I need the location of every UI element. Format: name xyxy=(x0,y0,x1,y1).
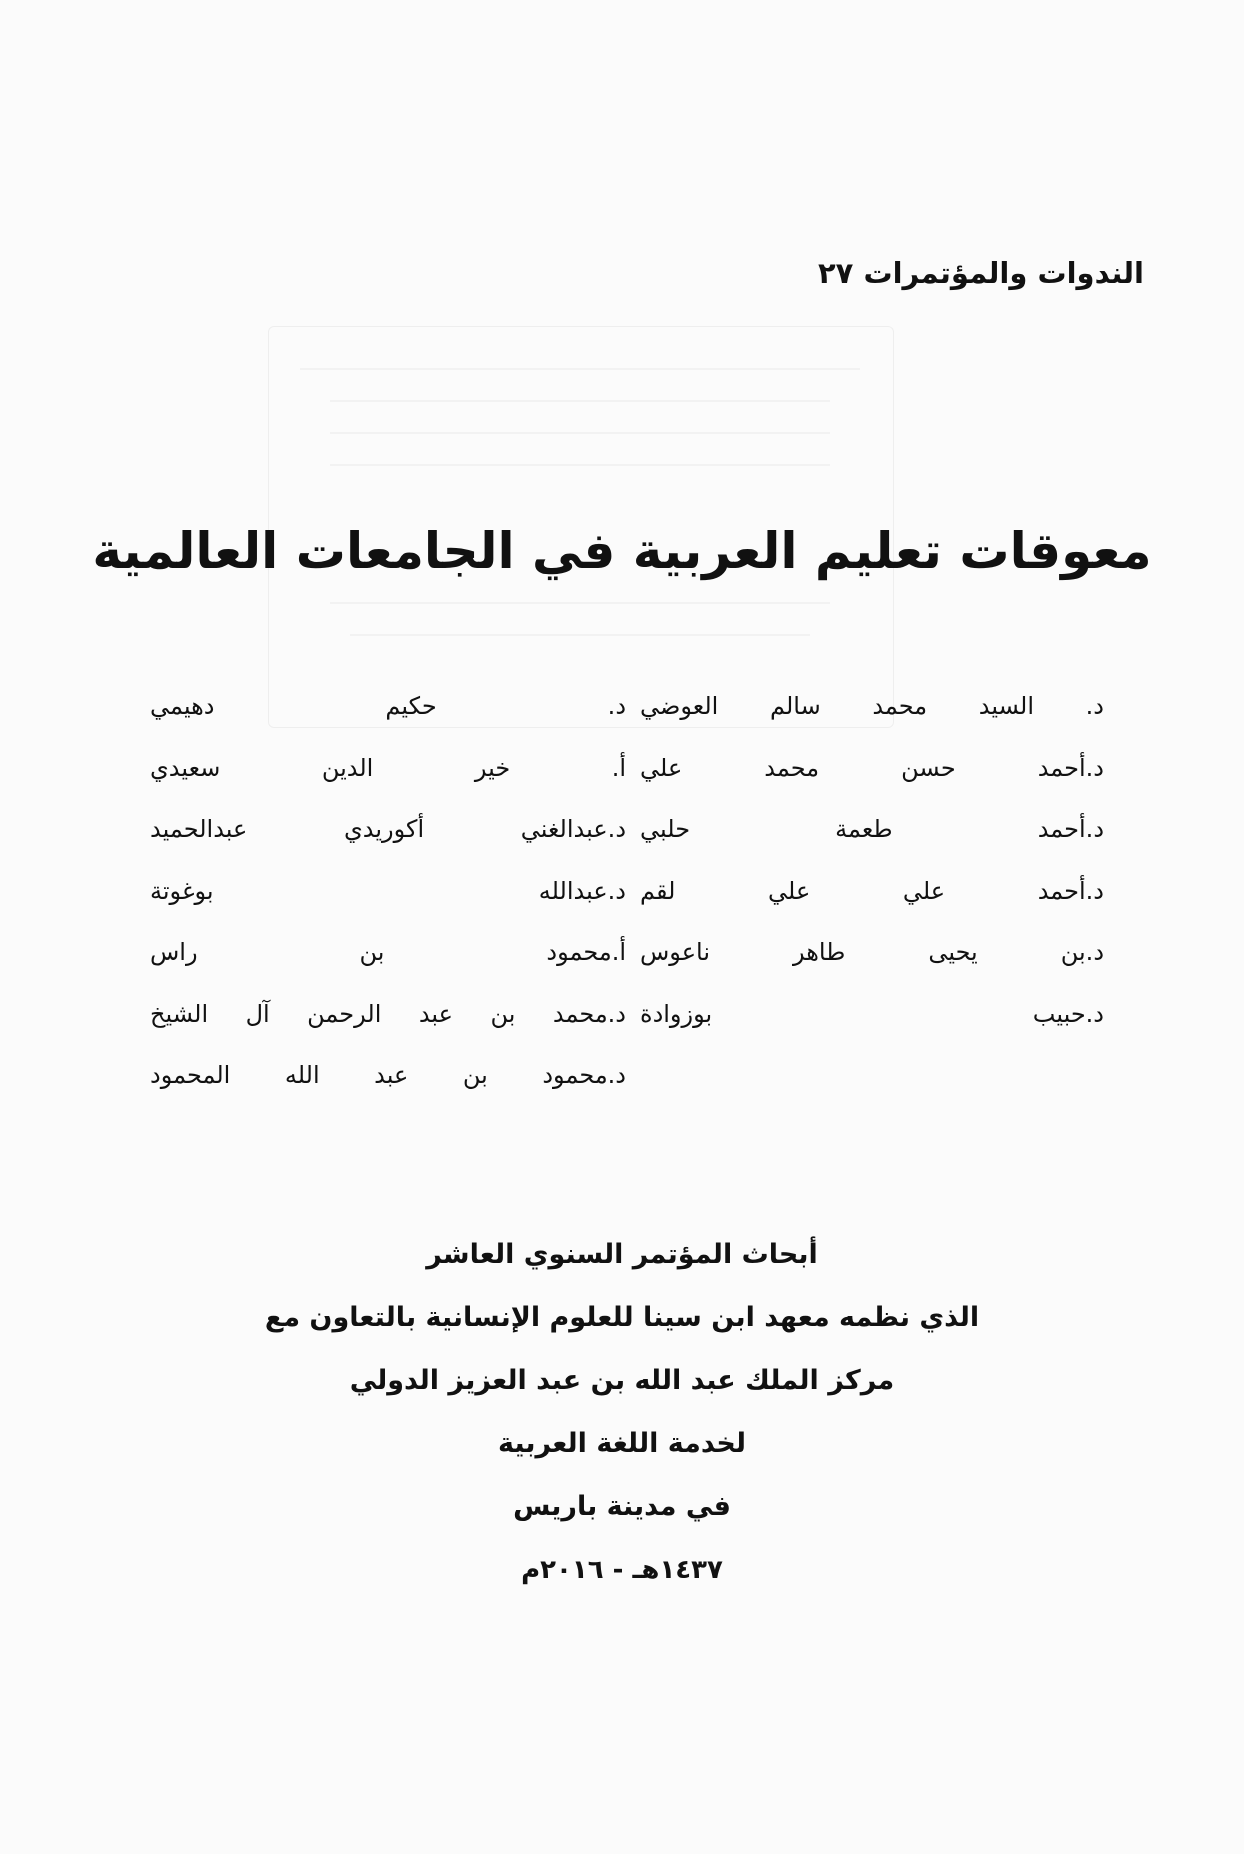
author-name: د.أحمد طعمة حلبي xyxy=(640,815,1104,843)
series-label: الندوات والمؤتمرات ٢٧ xyxy=(817,256,1144,290)
author-name: د.بن يحيى طاهر ناعوس xyxy=(640,938,1104,966)
organizer-line: الذي نظمه معهد ابن سينا للعلوم الإنسانية بالتعاون مع xyxy=(264,1302,980,1333)
partner-line: مركز الملك عبد الله بن عبد العزيز الدولي xyxy=(349,1365,895,1396)
author-name: د.أحمد حسن محمد علي xyxy=(640,753,1104,782)
bleed-through-line xyxy=(330,400,830,402)
author-name: د.عبدالله بوغوتة xyxy=(150,876,626,905)
conference-name: أبحاث المؤتمر السنوي العاشر xyxy=(426,1239,818,1270)
author-name: أ. خير الدين سعيدي xyxy=(150,753,626,782)
authors-column-right xyxy=(640,686,1104,1055)
location-line: في مدينة باريس xyxy=(513,1491,731,1522)
bleed-through-line xyxy=(330,464,830,466)
bleed-through-line xyxy=(330,602,830,604)
author-name: د. السيد محمد سالم العوضي xyxy=(640,692,1104,720)
authors-column-left xyxy=(150,686,626,1117)
bleed-through-line xyxy=(300,368,860,370)
author-name: د.محمد بن عبد الرحمن آل الشيخ xyxy=(150,999,626,1028)
authors-list xyxy=(140,686,1104,1106)
author-name: د.محمود بن عبد الله المحمود xyxy=(150,1061,626,1089)
bleed-through-line xyxy=(330,432,830,434)
author-name: أ.محمود بن راس xyxy=(150,938,626,966)
author-name: د. حكيم دهيمي xyxy=(150,692,626,720)
book-title: معوقات تعليم العربية في الجامعات العالمية xyxy=(92,522,1152,580)
author-name: د.عبدالغني أكوريدي عبدالحميد xyxy=(150,815,626,843)
bleed-through-line xyxy=(350,634,810,636)
author-name: د.حبيب بوزوادة xyxy=(640,999,1104,1028)
partner-purpose-line: لخدمة اللغة العربية xyxy=(497,1428,747,1459)
author-name: د.أحمد علي علي لقم xyxy=(640,876,1104,905)
publication-year: ١٤٣٧هـ - ٢٠١٦م xyxy=(521,1555,723,1585)
conference-info xyxy=(0,1228,1244,1606)
